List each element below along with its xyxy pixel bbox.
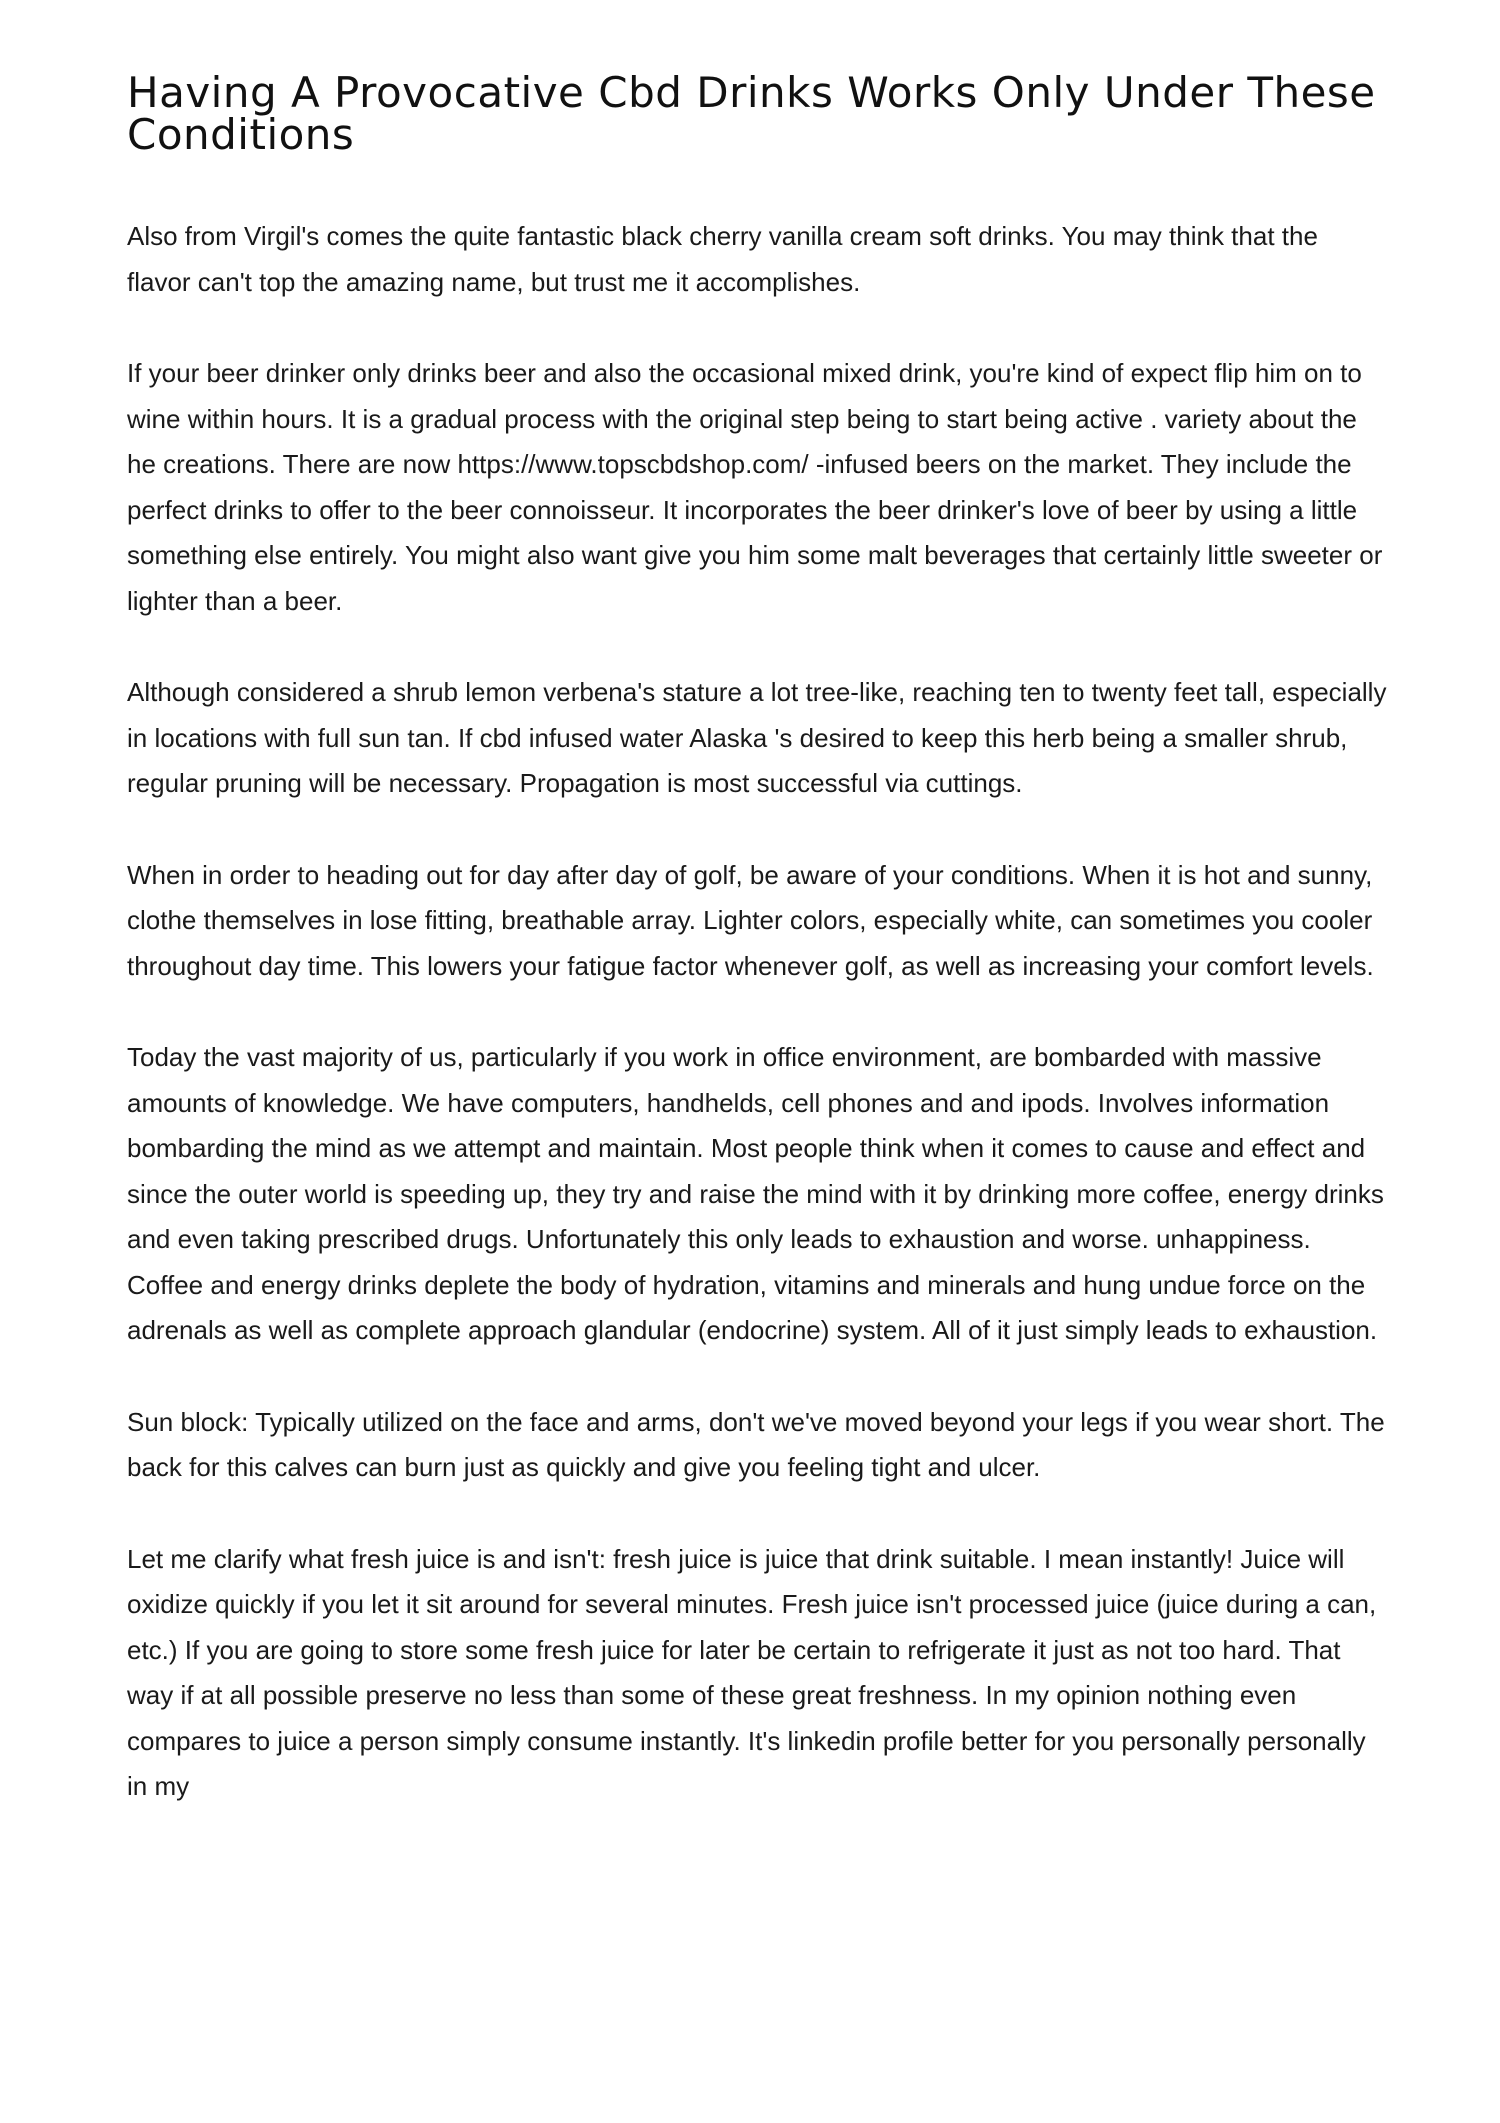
paragraph-virgils-soda: Also from Virgil's comes the quite fantastic black cherry vanilla cream soft drinks. You may think that the flavor can't top the amazing name, but trust me it accomplishes. xyxy=(127,221,1318,297)
paragraph-information-overload: Today the vast majority of us, particularly if you work in office environment, are bombarded with massive amounts of knowledge. We have computers, handhelds, cell phones and and ipods. Involves information bombarding the mind as we attempt and maintain. Most people think when it comes to cause and effect and since the outer world is speeding up, they try and raise the mind with it by drinking more coffee, energy drinks and even taking prescribed drugs. Unfortunately this only leads to exhaustion and worse. unhappiness. Coffee and energy drinks deplete the body of hydration, vitamins and minerals and hung undue force on the adrenals as well as complete approach glandular (endocrine) system. All of it just simply leads to exhaustion. xyxy=(127,1042,1384,1345)
paragraph-beer-drinker: If your beer drinker only drinks beer and also the occasional mixed drink, you're kind of expect flip him on to wine within hours. It is a gradual process with the original step being to start being active . variety about the he creations. There are now https://www.topscbdshop.com/ -infused beers on the market. They include the perfect drinks to offer to the beer connoisseur. It incorporates the beer drinker's love of beer by using a little something else entirely. You might also want give you him some malt beverages that certainly little sweeter or lighter than a beer. xyxy=(127,358,1383,616)
document-title: Having A Provocative Cbd Drinks Works Only Under These Conditions xyxy=(127,68,1376,159)
paragraph-golf-conditions: When in order to heading out for day after day of golf, be aware of your conditions. When it is hot and sunny, clothe themselves in lose fitting, breathable array. Lighter colors, especially white, can sometimes you cooler throughout day time. This lowers your fatigue factor whenever golf, as well as increasing your comfort levels. xyxy=(127,859,1374,981)
paragraph-lemon-verbena: Although considered a shrub lemon verbena's stature a lot tree-like, reaching ten to twenty feet tall, especially in locations with full sun tan. If cbd infused water Alaska 's desired to keep this herb being a smaller shrub, regular pruning will be necessary. Propagation is most successful via cuttings. xyxy=(127,677,1387,798)
document-body xyxy=(127,68,1387,1856)
paragraph-sun-block: Sun block: Typically utilized on the face and arms, don't we've moved beyond your legs if you wear short. The back for this calves can burn just as quickly and give you feeling tight and ulcer. xyxy=(127,1406,1385,1482)
paragraph-fresh-juice: Let me clarify what fresh juice is and isn't: fresh juice is juice that drink suitable. I mean instantly! Juice will oxidize quickly if you let it sit around for several minutes. Fresh juice isn't processed juice (juice during a can, etc.) If you are going to store some fresh juice for later be certain to refrigerate it just as not too hard. That way if at all possible preserve no less than some of these great freshness. In my opinion nothing even compares to juice a person simply consume instantly. It's linkedin profile better for you personally personally in my xyxy=(127,1543,1377,1801)
